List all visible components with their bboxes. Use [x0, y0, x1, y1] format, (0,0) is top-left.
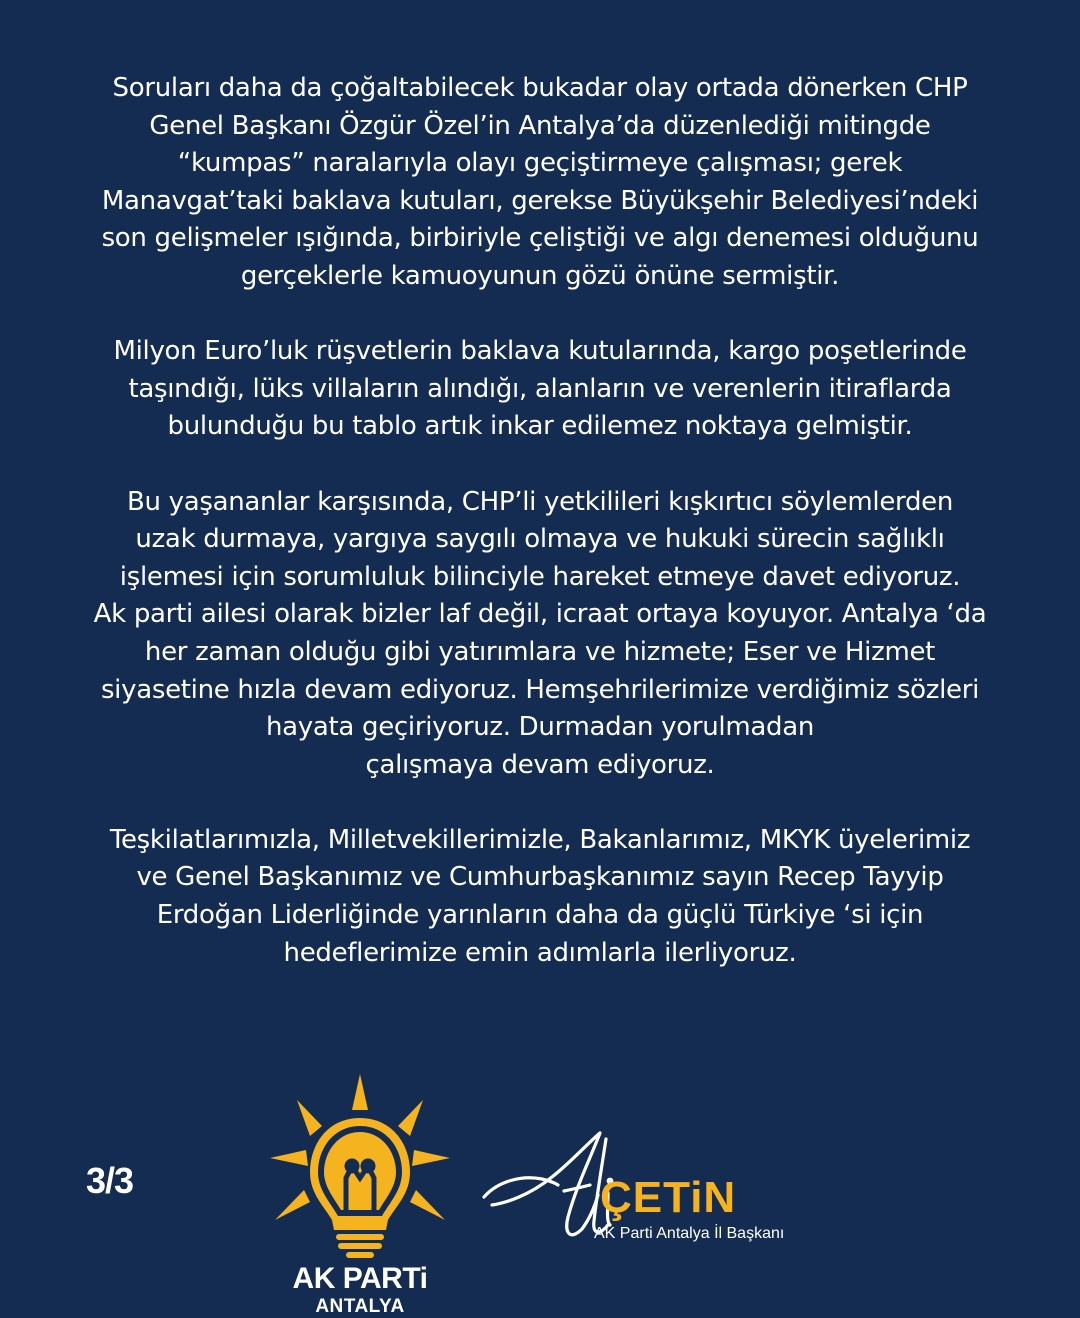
text-line: işlemesi için sorumluluk bilinciyle hareket etmeye davet ediyoruz.	[119, 561, 961, 592]
text-line: hedeflerimize emin adımlarla ilerliyoruz.	[283, 937, 797, 968]
text-line: son gelişmeler ışığında, birbiriyle çeliştiği ve algı denemesi olduğunu	[101, 223, 979, 254]
text-line: Erdoğan Liderliğinde yarınların daha da güçlü Türkiye ‘si için	[156, 900, 924, 931]
text-line: Soruları daha da çoğaltabilecek bukadar olay ortada dönerken CHP	[112, 73, 968, 103]
text-line: uzak durmaya, yargıya saygılı olmaya ve hukuki sürecin sağlıklı	[135, 524, 945, 555]
logo-title: AK PARTi	[292, 1262, 428, 1295]
paragraph	[20, 484, 1060, 785]
signatory-name: ÇETiN	[600, 1173, 737, 1222]
signature-block	[478, 1125, 838, 1265]
text-line: Bu yaşananlar karşısında, CHP’li yetkilileri kışkırtıcı söylemlerden	[126, 486, 954, 517]
logo-subtitle: ANTALYA	[315, 1296, 405, 1317]
text-line: gerçeklerle kamuoyunun gözü önüne sermiştir.	[240, 260, 840, 291]
lightbulb-icon	[260, 1070, 460, 1260]
text-line: bulunduğu bu tablo artık inkar edilemez noktaya gelmiştir.	[167, 411, 913, 442]
text-line: Ak parti ailesi olarak bizler laf değil, icraat ortaya koyuyor. Antalya ‘da	[93, 599, 987, 630]
text-line: ve Genel Başkanımız ve Cumhurbaşkanımız sayın Recep Tayyip	[136, 862, 944, 893]
text-line: taşındığı, lüks villaların alındığı, alanların ve verenlerin itiraflarda	[128, 373, 952, 404]
text-line: her zaman olduğu gibi yatırımlara ve hizmete; Eser ve Hizmet	[144, 636, 936, 667]
paragraph	[20, 70, 1060, 296]
text-line: Genel Başkanı Özgür Özel’in Antalya’da düzenlediği mitingde	[149, 110, 931, 141]
party-logo	[260, 1070, 460, 1318]
signature-script	[478, 1125, 618, 1265]
paragraph	[20, 333, 1060, 446]
signatory-position: AK Parti Antalya İl Başkanı	[594, 1225, 785, 1242]
text-line: siyasetine hızla devam ediyoruz. Hemşehrilerimize verdiğimiz sözleri	[100, 674, 980, 705]
page-counter: 3/3	[86, 1160, 134, 1201]
statement-text	[20, 70, 1060, 1010]
text-line: “kumpas” naralarıyla olayı geçiştirmeye çalışması; gerek	[177, 148, 903, 179]
text-line: Milyon Euro’luk rüşvetlerin baklava kutularında, kargo poşetlerinde	[113, 336, 967, 367]
text-line: çalışmaya devam ediyoruz.	[365, 749, 715, 780]
text-line: Manavgat’taki baklava kutuları, gerekse Büyükşehir Belediyesi’ndeki	[101, 185, 979, 216]
text-line: hayata geçiriyoruz. Durmadan yorulmadan	[265, 712, 815, 743]
text-line: Teşkilatlarımızla, Milletvekillerimizle, Bakanlarımız, MKYK üyelerimiz	[109, 824, 971, 855]
paragraph	[20, 822, 1060, 972]
